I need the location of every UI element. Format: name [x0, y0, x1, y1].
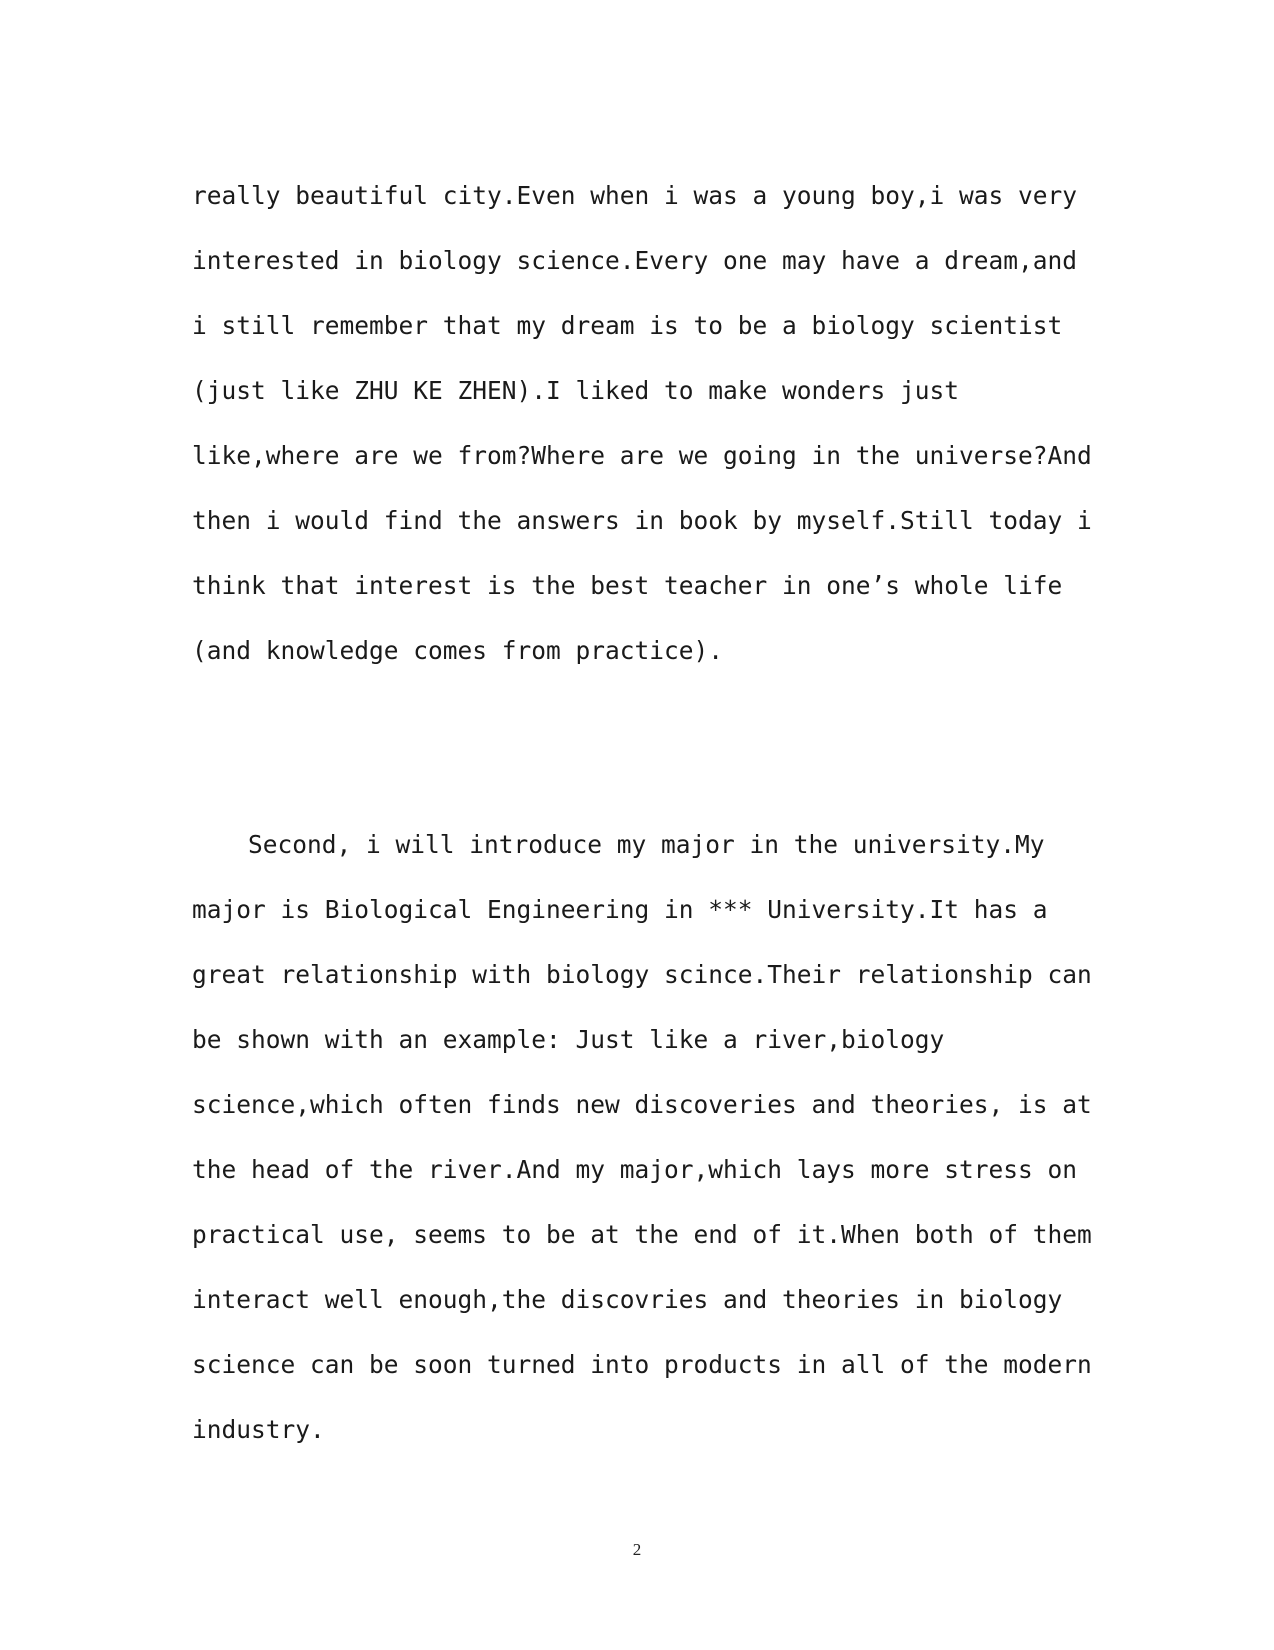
text-line: (just like ZHU KE ZHEN).I liked to make wonders just [192, 376, 960, 405]
text-line: major is Biological Engineering in *** University.It has a [192, 895, 1048, 924]
text-line: Second, i will introduce my major in the university.My [248, 830, 1045, 859]
text-line: science,which often finds new discoveries and theories, is at [192, 1090, 1092, 1119]
text-line: science can be soon turned into products in all of the modern [192, 1350, 1092, 1379]
text-line: think that interest is the best teacher in one’s whole life [192, 571, 1063, 600]
text-line: interact well enough,the discovries and theories in biology [192, 1285, 1063, 1314]
text-line: like,where are we from?Where are we going in the universe?And [192, 441, 1092, 470]
text-line: i still remember that my dream is to be a biology scientist [192, 311, 1063, 340]
text-line: the head of the river.And my major,which lays more stress on [192, 1155, 1078, 1184]
text-line: (and knowledge comes from practice). [192, 636, 724, 665]
text-line: be shown with an example: Just like a river,biology [192, 1025, 945, 1054]
text-line: really beautiful city.Even when i was a young boy,i was very [192, 181, 1078, 210]
text-line: practical use, seems to be at the end of it.When both of them [192, 1220, 1092, 1249]
paragraph-2 [192, 812, 1092, 1462]
text-line: great relationship with biology scince.Their relationship can [192, 960, 1092, 989]
text-line: interested in biology science.Every one may have a dream,and [192, 246, 1078, 275]
text-line: then i would find the answers in book by myself.Still today i [192, 506, 1092, 535]
page-number: 2 [632, 1540, 642, 1559]
paragraph-1 [192, 163, 1092, 683]
text-line: industry. [192, 1415, 325, 1444]
